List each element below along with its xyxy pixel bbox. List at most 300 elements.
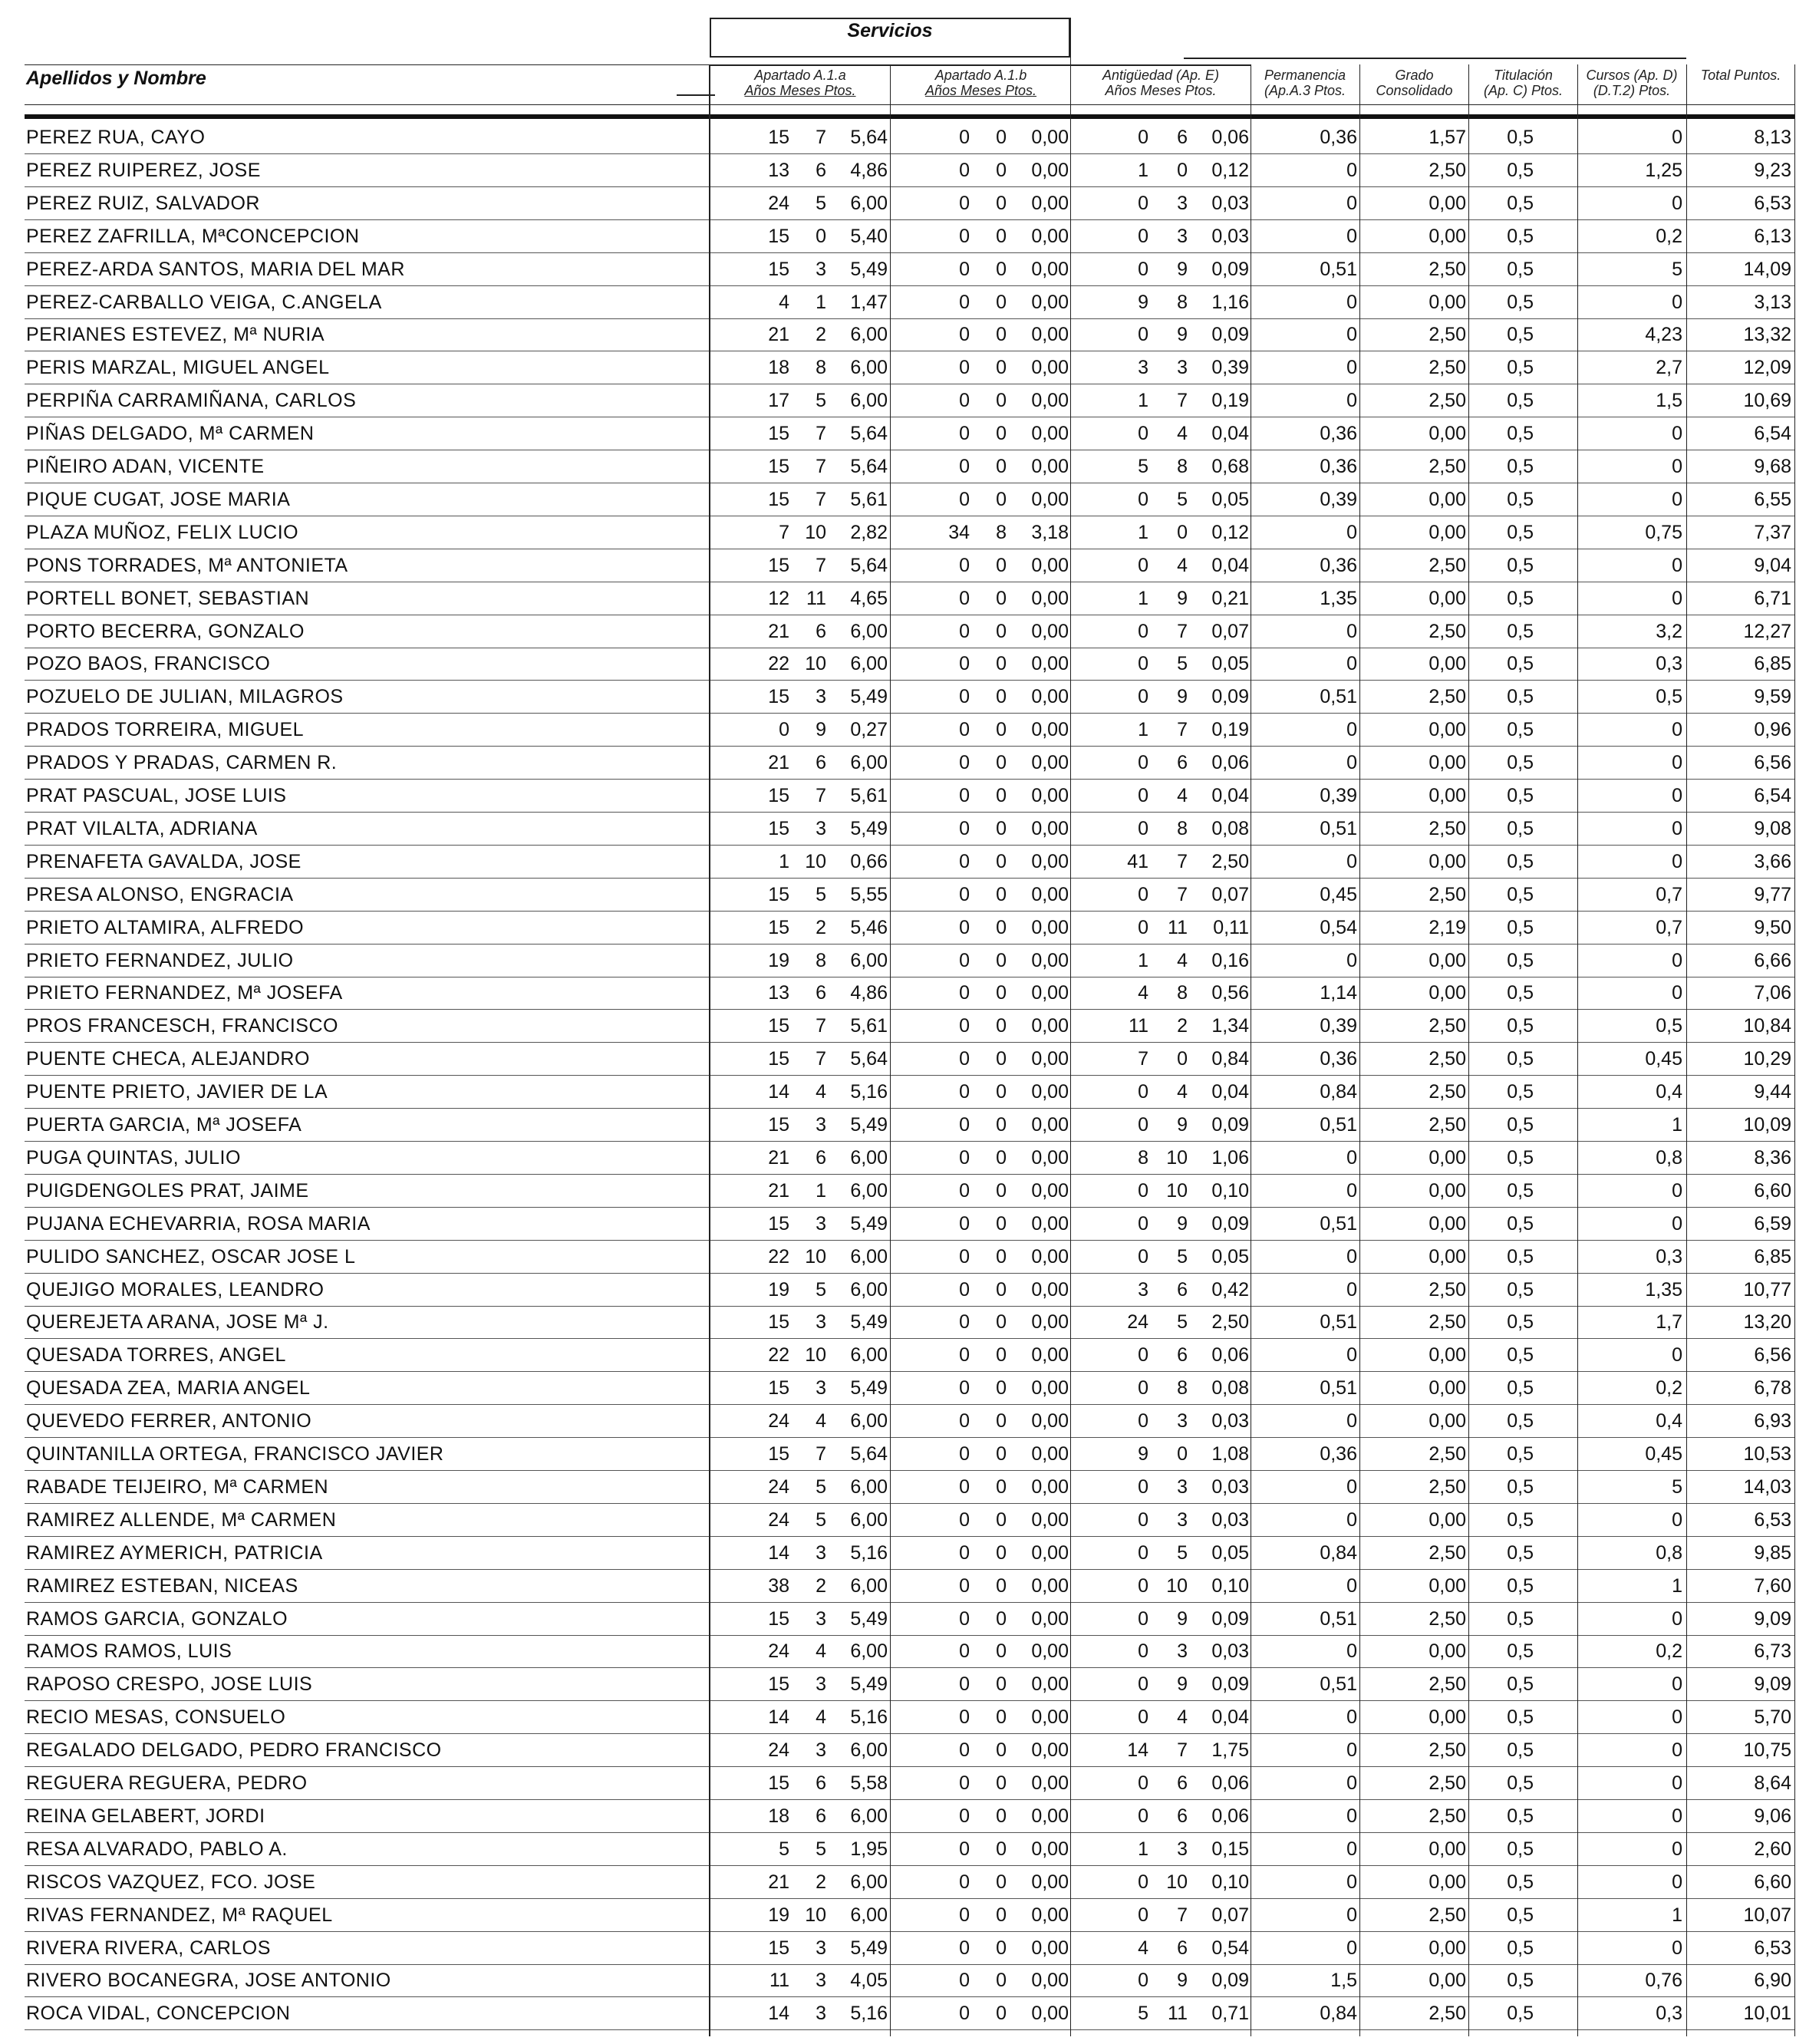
cell-antig-ptos: 0,71 bbox=[1211, 2003, 1249, 2025]
cell-permanencia: 0,36 bbox=[1320, 423, 1357, 445]
cell-a1a-ptos: 6,00 bbox=[850, 1904, 888, 1926]
cell-a1a-anos: 4 bbox=[779, 291, 789, 313]
cell-a1a-meses: 1 bbox=[816, 1179, 826, 1202]
cell-titulacion: 0,5 bbox=[1507, 587, 1534, 609]
cell-titulacion: 0,5 bbox=[1507, 1146, 1534, 1169]
cell-total: 6,60 bbox=[1754, 1179, 1791, 1202]
cell-a1a-ptos: 5,40 bbox=[850, 225, 888, 247]
cell-antig-meses: 11 bbox=[1168, 2003, 1188, 2025]
cell-a1a-anos: 24 bbox=[768, 1508, 789, 1531]
cell-grado: 2,50 bbox=[1429, 390, 1466, 412]
cell-antig-meses: 8 bbox=[1177, 1377, 1188, 1399]
cell-a1b-ptos: 0,00 bbox=[1031, 653, 1069, 675]
cell-permanencia: 0,36 bbox=[1320, 456, 1357, 477]
cell-titulacion: 0,5 bbox=[1507, 1114, 1534, 1136]
cell-permanencia: 0 bbox=[1346, 357, 1357, 379]
cell-titulacion: 0,5 bbox=[1507, 719, 1534, 741]
cell-a1b-anos: 0 bbox=[959, 1640, 970, 1663]
cell-antig-ptos: 0,21 bbox=[1211, 587, 1249, 609]
cell-antig-meses: 9 bbox=[1177, 1114, 1188, 1136]
table-row bbox=[0, 977, 1819, 1010]
cell-name: RIVERA RIVERA, CARLOS bbox=[26, 1937, 271, 1959]
cell-permanencia: 0 bbox=[1346, 1937, 1357, 1959]
cell-a1b-meses: 0 bbox=[996, 1541, 1007, 1564]
cell-total: 6,85 bbox=[1754, 653, 1791, 675]
cell-a1b-anos: 0 bbox=[959, 1146, 970, 1169]
cell-name: RAMOS RAMOS, LUIS bbox=[26, 1640, 232, 1663]
cell-antig-ptos: 0,39 bbox=[1211, 357, 1249, 379]
cell-a1b-ptos: 3,18 bbox=[1031, 521, 1069, 543]
cell-a1b-anos: 0 bbox=[959, 1838, 970, 1860]
cell-a1b-meses: 0 bbox=[996, 1739, 1007, 1762]
cell-permanencia: 0 bbox=[1346, 752, 1357, 774]
cell-a1a-meses: 3 bbox=[816, 686, 826, 708]
cell-total: 13,20 bbox=[1743, 1311, 1791, 1334]
cell-permanencia: 0,39 bbox=[1320, 785, 1357, 806]
cell-antig-ptos: 0,09 bbox=[1211, 1114, 1249, 1136]
cell-name: PRAT PASCUAL, JOSE LUIS bbox=[26, 785, 287, 806]
cell-antig-anos: 24 bbox=[1127, 1311, 1148, 1334]
cell-name: PRIETO FERNANDEZ, JULIO bbox=[26, 949, 294, 971]
header-separator bbox=[25, 114, 1795, 119]
cell-name: PUERTA GARCIA, Mª JOSEFA bbox=[26, 1114, 302, 1136]
cell-total: 3,66 bbox=[1754, 850, 1791, 872]
cell-antig-anos: 0 bbox=[1138, 1607, 1148, 1630]
cell-a1b-anos: 0 bbox=[959, 1311, 970, 1334]
cell-antig-ptos: 1,06 bbox=[1211, 1146, 1249, 1169]
cell-permanencia: 0 bbox=[1346, 1179, 1357, 1202]
cell-antig-meses: 8 bbox=[1177, 456, 1188, 477]
cell-titulacion: 0,5 bbox=[1507, 357, 1534, 379]
cell-titulacion: 0,5 bbox=[1507, 1937, 1534, 1959]
cell-a1b-meses: 0 bbox=[996, 1212, 1007, 1235]
cell-titulacion: 0,5 bbox=[1507, 1508, 1534, 1531]
cell-a1a-anos: 21 bbox=[768, 324, 789, 346]
cell-cursos: 5 bbox=[1672, 258, 1682, 280]
cell-a1a-anos: 21 bbox=[768, 752, 789, 774]
cell-titulacion: 0,5 bbox=[1507, 817, 1534, 839]
cell-permanencia: 0 bbox=[1346, 225, 1357, 247]
cell-a1a-anos: 14 bbox=[768, 1706, 789, 1729]
cell-antig-anos: 1 bbox=[1138, 1838, 1148, 1860]
cell-titulacion: 0,5 bbox=[1507, 127, 1534, 148]
cell-name: RIVAS FERNANDEZ, Mª RAQUEL bbox=[26, 1904, 333, 1926]
cell-name: RAPOSO CRESPO, JOSE LUIS bbox=[26, 1673, 313, 1696]
cell-a1a-ptos: 6,00 bbox=[850, 1146, 888, 1169]
cell-cursos: 0 bbox=[1672, 850, 1682, 872]
cell-a1b-ptos: 0,00 bbox=[1031, 1838, 1069, 1860]
cell-grado: 0,00 bbox=[1429, 1574, 1466, 1597]
cell-total: 9,77 bbox=[1754, 883, 1791, 905]
cell-antig-anos: 0 bbox=[1138, 620, 1148, 642]
cell-grado: 2,50 bbox=[1429, 1278, 1466, 1301]
cell-cursos: 0 bbox=[1672, 752, 1682, 774]
cell-a1b-ptos: 0,00 bbox=[1031, 1805, 1069, 1827]
cell-titulacion: 0,5 bbox=[1507, 1179, 1534, 1202]
cell-a1a-meses: 3 bbox=[816, 817, 826, 839]
table-row bbox=[0, 1372, 1819, 1405]
cell-antig-meses: 5 bbox=[1177, 1311, 1188, 1334]
cell-grado: 2,50 bbox=[1429, 1048, 1466, 1070]
cell-a1a-meses: 4 bbox=[816, 1410, 826, 1432]
cell-a1b-ptos: 0,00 bbox=[1031, 1048, 1069, 1070]
cell-total: 9,04 bbox=[1754, 554, 1791, 576]
cell-antig-ptos: 0,09 bbox=[1211, 258, 1249, 280]
table-row bbox=[0, 648, 1819, 681]
cell-a1a-ptos: 5,49 bbox=[850, 1937, 888, 1959]
cell-a1b-ptos: 0,00 bbox=[1031, 1114, 1069, 1136]
cell-a1a-anos: 13 bbox=[768, 982, 789, 1004]
cell-total: 6,53 bbox=[1754, 1937, 1791, 1959]
cell-cursos: 0,3 bbox=[1656, 1245, 1682, 1268]
cell-name: RESA ALVARADO, PABLO A. bbox=[26, 1838, 288, 1860]
cell-a1b-meses: 0 bbox=[996, 1245, 1007, 1268]
cell-a1b-meses: 0 bbox=[996, 1311, 1007, 1334]
table-row bbox=[0, 417, 1819, 450]
cell-cursos: 0 bbox=[1672, 1805, 1682, 1827]
cell-name: PONS TORRADES, Mª ANTONIETA bbox=[26, 554, 348, 576]
grado-header: Grado Consolidado bbox=[1376, 68, 1453, 98]
cell-antig-anos: 0 bbox=[1138, 785, 1148, 806]
cell-antig-ptos: 0,84 bbox=[1211, 1048, 1249, 1070]
cell-a1a-anos: 38 bbox=[768, 1574, 789, 1597]
cell-a1b-anos: 0 bbox=[959, 1410, 970, 1432]
cell-total: 7,37 bbox=[1754, 521, 1791, 543]
table-row bbox=[0, 1241, 1819, 1274]
cell-antig-ptos: 0,09 bbox=[1211, 1673, 1249, 1696]
cell-a1b-ptos: 0,00 bbox=[1031, 1970, 1069, 1992]
cell-titulacion: 0,5 bbox=[1507, 1443, 1534, 1465]
table-row bbox=[0, 1635, 1819, 1668]
cell-a1a-ptos: 5,49 bbox=[850, 817, 888, 839]
cell-a1a-anos: 19 bbox=[768, 1278, 789, 1301]
cell-a1b-anos: 0 bbox=[959, 1377, 970, 1399]
cell-name: PEREZ RUIPEREZ, JOSE bbox=[26, 159, 261, 181]
cell-total: 6,71 bbox=[1754, 587, 1791, 609]
cell-antig-ptos: 1,34 bbox=[1211, 1015, 1249, 1037]
cell-antig-anos: 0 bbox=[1138, 752, 1148, 774]
table-row bbox=[0, 846, 1819, 879]
cell-permanencia: 0 bbox=[1346, 1574, 1357, 1597]
cell-total: 13,32 bbox=[1743, 324, 1791, 346]
cell-cursos: 0 bbox=[1672, 1838, 1682, 1860]
cell-a1a-anos: 15 bbox=[768, 1377, 789, 1399]
cell-a1a-ptos: 5,61 bbox=[850, 1015, 888, 1037]
cell-name: PUIGDENGOLES PRAT, JAIME bbox=[26, 1179, 309, 1202]
cell-a1a-meses: 10 bbox=[805, 653, 826, 675]
cell-cursos: 0 bbox=[1672, 1772, 1682, 1794]
cell-a1b-ptos: 0,00 bbox=[1031, 554, 1069, 576]
cell-antig-anos: 1 bbox=[1138, 587, 1148, 609]
cell-antig-meses: 4 bbox=[1177, 1081, 1188, 1103]
cell-a1b-anos: 0 bbox=[959, 1015, 970, 1037]
table-row bbox=[0, 450, 1819, 483]
cell-grado: 0,00 bbox=[1429, 949, 1466, 971]
cell-grado: 0,00 bbox=[1429, 1640, 1466, 1663]
cell-a1a-ptos: 5,49 bbox=[850, 1377, 888, 1399]
cell-a1a-ptos: 6,00 bbox=[850, 1278, 888, 1301]
cell-a1b-anos: 0 bbox=[959, 850, 970, 872]
cell-a1b-ptos: 0,00 bbox=[1031, 719, 1069, 741]
cell-a1a-ptos: 4,86 bbox=[850, 159, 888, 181]
cell-a1b-meses: 0 bbox=[996, 620, 1007, 642]
cell-antig-anos: 9 bbox=[1138, 1443, 1148, 1465]
table-row bbox=[0, 1306, 1819, 1339]
cell-a1b-anos: 0 bbox=[959, 1970, 970, 1992]
cell-grado: 2,50 bbox=[1429, 324, 1466, 346]
cell-antig-anos: 0 bbox=[1138, 1706, 1148, 1729]
table-row bbox=[0, 121, 1819, 154]
cell-a1a-ptos: 5,64 bbox=[850, 1443, 888, 1465]
cell-grado: 0,00 bbox=[1429, 1146, 1466, 1169]
cell-antig-ptos: 0,16 bbox=[1211, 949, 1249, 971]
table-row bbox=[0, 1734, 1819, 1767]
cell-name: PRADOS Y PRADAS, CARMEN R. bbox=[26, 752, 338, 774]
cell-a1a-anos: 15 bbox=[768, 423, 789, 445]
cell-a1a-anos: 1 bbox=[779, 850, 789, 872]
cell-antig-meses: 3 bbox=[1177, 1508, 1188, 1531]
cell-a1b-anos: 0 bbox=[959, 1706, 970, 1729]
cell-a1b-anos: 0 bbox=[959, 127, 970, 148]
cell-a1a-anos: 13 bbox=[768, 159, 789, 181]
cell-a1a-anos: 21 bbox=[768, 1179, 789, 1202]
cell-antig-ptos: 0,12 bbox=[1211, 521, 1249, 543]
cell-a1a-meses: 5 bbox=[816, 192, 826, 214]
cell-grado: 2,50 bbox=[1429, 1904, 1466, 1926]
cell-cursos: 0 bbox=[1672, 785, 1682, 806]
table-row bbox=[0, 1570, 1819, 1603]
cell-titulacion: 0,5 bbox=[1507, 423, 1534, 445]
cell-name: QUEREJETA ARANA, JOSE Mª J. bbox=[26, 1311, 329, 1334]
cell-antig-anos: 0 bbox=[1138, 817, 1148, 839]
cell-cursos: 5 bbox=[1672, 1475, 1682, 1498]
cell-a1a-anos: 24 bbox=[768, 1739, 789, 1762]
cell-grado: 2,50 bbox=[1429, 686, 1466, 708]
cell-antig-meses: 10 bbox=[1166, 1179, 1188, 1202]
cell-titulacion: 0,5 bbox=[1507, 390, 1534, 412]
table-row bbox=[0, 220, 1819, 253]
cell-cursos: 0,7 bbox=[1656, 916, 1682, 938]
cell-permanencia: 0 bbox=[1346, 1475, 1357, 1498]
cell-total: 6,90 bbox=[1754, 1970, 1791, 1992]
cell-a1b-anos: 0 bbox=[959, 159, 970, 181]
cell-name: PEREZ RUA, CAYO bbox=[26, 127, 206, 148]
cell-a1b-anos: 0 bbox=[959, 620, 970, 642]
cell-grado: 1,57 bbox=[1429, 127, 1466, 148]
cell-grado: 2,50 bbox=[1429, 258, 1466, 280]
table-row bbox=[0, 253, 1819, 286]
cell-a1b-ptos: 0,00 bbox=[1031, 423, 1069, 445]
cell-total: 8,13 bbox=[1754, 127, 1791, 148]
cell-a1a-anos: 15 bbox=[768, 488, 789, 510]
cell-cursos: 0,5 bbox=[1656, 686, 1682, 708]
cell-a1a-anos: 24 bbox=[768, 1475, 789, 1498]
cell-a1a-ptos: 6,00 bbox=[850, 1871, 888, 1893]
cell-a1a-ptos: 6,00 bbox=[850, 192, 888, 214]
cell-a1b-meses: 0 bbox=[996, 127, 1007, 148]
cell-a1a-meses: 2 bbox=[816, 324, 826, 346]
cell-antig-meses: 6 bbox=[1177, 1344, 1188, 1367]
cell-cursos: 0 bbox=[1672, 1673, 1682, 1696]
cell-antig-anos: 0 bbox=[1138, 488, 1148, 510]
cell-permanencia: 0 bbox=[1346, 1706, 1357, 1729]
cell-grado: 0,00 bbox=[1429, 225, 1466, 247]
cell-a1a-anos: 15 bbox=[768, 1937, 789, 1959]
cell-a1a-ptos: 6,00 bbox=[850, 324, 888, 346]
cell-a1a-anos: 15 bbox=[768, 127, 789, 148]
cell-a1b-ptos: 0,00 bbox=[1031, 2003, 1069, 2025]
cell-permanencia: 0,45 bbox=[1320, 883, 1357, 905]
cell-cursos: 0,2 bbox=[1656, 1640, 1682, 1663]
cell-permanencia: 0 bbox=[1346, 653, 1357, 675]
cell-a1b-ptos: 0,00 bbox=[1031, 1904, 1069, 1926]
cell-a1a-ptos: 5,64 bbox=[850, 456, 888, 477]
cell-grado: 2,50 bbox=[1429, 1541, 1466, 1564]
cell-a1b-ptos: 0,00 bbox=[1031, 1146, 1069, 1169]
cell-a1a-ptos: 5,16 bbox=[850, 2003, 888, 2025]
cell-a1a-anos: 15 bbox=[768, 817, 789, 839]
cell-permanencia: 0 bbox=[1346, 620, 1357, 642]
table-row bbox=[0, 154, 1819, 187]
cell-a1b-anos: 0 bbox=[959, 1607, 970, 1630]
cell-permanencia: 0,51 bbox=[1320, 686, 1357, 708]
cell-a1a-ptos: 5,49 bbox=[850, 1673, 888, 1696]
cell-permanencia: 0 bbox=[1346, 1739, 1357, 1762]
cell-titulacion: 0,5 bbox=[1507, 1311, 1534, 1334]
cell-a1b-anos: 0 bbox=[959, 1114, 970, 1136]
cell-a1a-anos: 17 bbox=[768, 390, 789, 412]
cell-antig-meses: 0 bbox=[1177, 159, 1188, 181]
cell-antig-anos: 4 bbox=[1138, 1937, 1148, 1959]
a1b-header: Apartado A.1.b Años Meses Ptos. bbox=[924, 68, 1037, 98]
cell-a1b-meses: 0 bbox=[996, 192, 1007, 214]
cell-a1a-anos: 22 bbox=[768, 653, 789, 675]
cell-antig-anos: 1 bbox=[1138, 949, 1148, 971]
cell-a1a-ptos: 4,05 bbox=[850, 1970, 888, 1992]
cell-grado: 0,00 bbox=[1429, 521, 1466, 543]
cell-antig-ptos: 0,06 bbox=[1211, 1772, 1249, 1794]
cell-total: 9,09 bbox=[1754, 1607, 1791, 1630]
cell-a1a-ptos: 6,00 bbox=[850, 1475, 888, 1498]
cell-a1b-anos: 0 bbox=[959, 1344, 970, 1367]
cell-antig-meses: 5 bbox=[1177, 488, 1188, 510]
cell-a1a-meses: 1 bbox=[816, 291, 826, 313]
cell-a1b-ptos: 0,00 bbox=[1031, 785, 1069, 806]
cell-antig-anos: 0 bbox=[1138, 653, 1148, 675]
cell-a1a-ptos: 5,16 bbox=[850, 1081, 888, 1103]
cell-a1a-ptos: 6,00 bbox=[850, 1410, 888, 1432]
cell-name: PLAZA MUÑOZ, FELIX LUCIO bbox=[26, 521, 299, 543]
cell-antig-meses: 7 bbox=[1177, 850, 1188, 872]
cell-permanencia: 0,84 bbox=[1320, 1081, 1357, 1103]
cell-a1b-ptos: 0,00 bbox=[1031, 488, 1069, 510]
cell-name: PUENTE PRIETO, JAVIER DE LA bbox=[26, 1081, 328, 1103]
cell-name: QUESADA ZEA, MARIA ANGEL bbox=[26, 1377, 311, 1399]
cell-grado: 0,00 bbox=[1429, 1970, 1466, 1992]
cell-cursos: 0,5 bbox=[1656, 1015, 1682, 1037]
cell-grado: 2,50 bbox=[1429, 1607, 1466, 1630]
cell-cursos: 0 bbox=[1672, 1212, 1682, 1235]
table-row bbox=[0, 780, 1819, 813]
cell-a1b-meses: 0 bbox=[996, 357, 1007, 379]
cell-a1a-meses: 3 bbox=[816, 258, 826, 280]
cell-antig-ptos: 0,19 bbox=[1211, 719, 1249, 741]
cell-permanencia: 0 bbox=[1346, 1838, 1357, 1860]
cell-a1b-meses: 0 bbox=[996, 1508, 1007, 1531]
cell-titulacion: 0,5 bbox=[1507, 1772, 1534, 1794]
cell-antig-ptos: 0,03 bbox=[1211, 225, 1249, 247]
table-row bbox=[0, 1997, 1819, 2030]
cell-grado: 0,00 bbox=[1429, 1871, 1466, 1893]
cell-antig-anos: 0 bbox=[1138, 1508, 1148, 1531]
cell-antig-anos: 0 bbox=[1138, 1805, 1148, 1827]
cell-a1a-anos: 18 bbox=[768, 357, 789, 379]
cell-permanencia: 0 bbox=[1346, 390, 1357, 412]
cell-antig-anos: 8 bbox=[1138, 1146, 1148, 1169]
table-row bbox=[0, 1076, 1819, 1109]
cell-a1b-ptos: 0,00 bbox=[1031, 159, 1069, 181]
cell-a1b-anos: 0 bbox=[959, 1805, 970, 1827]
cell-name: PERPIÑA CARRAMIÑANA, CARLOS bbox=[26, 390, 357, 412]
cell-a1a-meses: 6 bbox=[816, 982, 826, 1004]
cell-total: 10,01 bbox=[1743, 2003, 1791, 2025]
cell-a1b-ptos: 0,00 bbox=[1031, 883, 1069, 905]
cell-total: 9,23 bbox=[1754, 159, 1791, 181]
cell-total: 0,96 bbox=[1754, 719, 1791, 741]
cell-a1a-ptos: 5,49 bbox=[850, 258, 888, 280]
cell-a1a-meses: 4 bbox=[816, 1706, 826, 1729]
cell-grado: 0,00 bbox=[1429, 1377, 1466, 1399]
cell-a1b-ptos: 0,00 bbox=[1031, 686, 1069, 708]
cell-a1a-ptos: 5,16 bbox=[850, 1541, 888, 1564]
cell-a1b-anos: 34 bbox=[948, 521, 970, 543]
cell-a1b-ptos: 0,00 bbox=[1031, 1706, 1069, 1729]
cell-antig-anos: 0 bbox=[1138, 1081, 1148, 1103]
cell-antig-meses: 5 bbox=[1177, 1245, 1188, 1268]
cell-antig-ptos: 0,68 bbox=[1211, 456, 1249, 477]
table-row bbox=[0, 1109, 1819, 1142]
cell-antig-ptos: 0,03 bbox=[1211, 1640, 1249, 1663]
cell-antig-ptos: 0,09 bbox=[1211, 1212, 1249, 1235]
cell-a1a-ptos: 6,00 bbox=[850, 1640, 888, 1663]
cell-titulacion: 0,5 bbox=[1507, 1081, 1534, 1103]
cell-a1b-anos: 0 bbox=[959, 1245, 970, 1268]
cell-antig-ptos: 1,16 bbox=[1211, 291, 1249, 313]
cell-name: REGUERA REGUERA, PEDRO bbox=[26, 1772, 308, 1794]
cell-grado: 0,00 bbox=[1429, 1212, 1466, 1235]
cell-antig-anos: 0 bbox=[1138, 1179, 1148, 1202]
cell-a1b-ptos: 0,00 bbox=[1031, 291, 1069, 313]
cell-a1b-meses: 0 bbox=[996, 1574, 1007, 1597]
cell-a1a-meses: 3 bbox=[816, 1970, 826, 1992]
cell-a1a-anos: 15 bbox=[768, 1443, 789, 1465]
cell-a1a-meses: 2 bbox=[816, 1871, 826, 1893]
cell-antig-ptos: 0,04 bbox=[1211, 1081, 1249, 1103]
cell-grado: 2,50 bbox=[1429, 1311, 1466, 1334]
cell-permanencia: 0 bbox=[1346, 1640, 1357, 1663]
cell-titulacion: 0,5 bbox=[1507, 225, 1534, 247]
cell-a1b-meses: 0 bbox=[996, 1048, 1007, 1070]
cell-antig-anos: 0 bbox=[1138, 686, 1148, 708]
cell-titulacion: 0,5 bbox=[1507, 1344, 1534, 1367]
cell-grado: 2,50 bbox=[1429, 159, 1466, 181]
cell-cursos: 1 bbox=[1672, 1904, 1682, 1926]
cell-a1a-ptos: 5,49 bbox=[850, 686, 888, 708]
cell-antig-anos: 0 bbox=[1138, 1673, 1148, 1696]
cell-a1a-ptos: 5,58 bbox=[850, 1772, 888, 1794]
cell-name: PRADOS TORREIRA, MIGUEL bbox=[26, 719, 305, 741]
cell-name: PIQUE CUGAT, JOSE MARIA bbox=[26, 488, 291, 510]
